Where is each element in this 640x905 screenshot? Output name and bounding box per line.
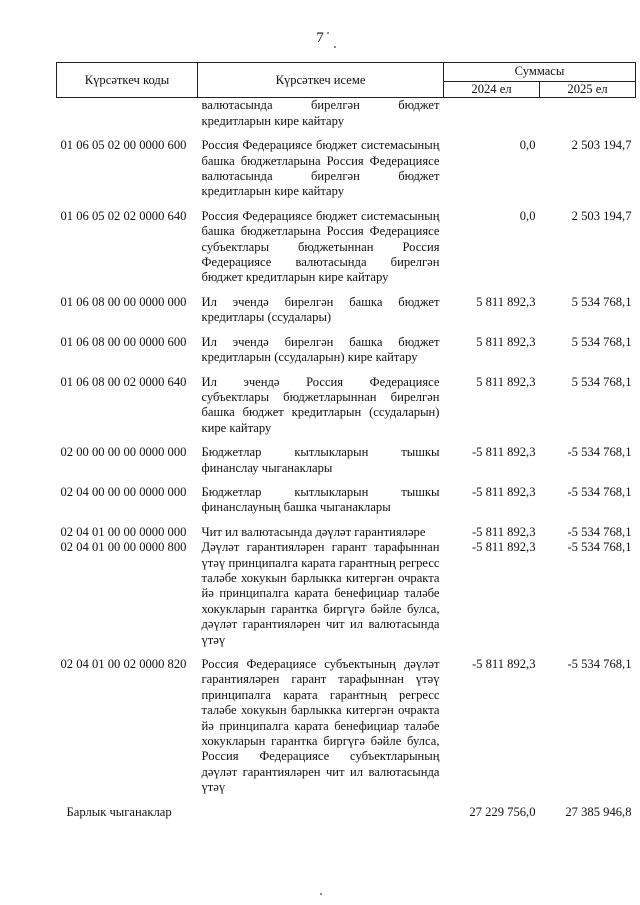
row-value-2024: -5 811 892,3 (471, 657, 536, 671)
total-label: Барлык чыганаклар (66, 804, 172, 819)
header-code: Күрсәткеч коды (57, 63, 198, 98)
header-name: Күрсәткеч исеме (198, 63, 444, 98)
total-value-2025: 27 385 946,8 (565, 804, 632, 819)
row-value-2024: -5 811 892,3 (471, 540, 536, 555)
row-name: Россия Федерациясе бюджет системасының башка бюджетларына Россия Федерациясе субъектлары бюджетыннан Россия Федерациясе валютасында бирелгән бюджет кредитларын кире кайтару (201, 208, 440, 285)
row-code: 01 06 05 02 02 0000 640 (60, 208, 187, 223)
row-name: Ил эчендә бирелгән башка бюджет кредитлары (ссудалары) (201, 294, 440, 325)
row-value-2024: 5 811 892,3 (476, 334, 536, 349)
table-row (57, 436, 636, 476)
row-name: Ил эчендә Россия Федерациясе субъектлары бюджетларыннан бирелгән башка бюджет кредитларын (ссудаларын) кире кайтару (201, 374, 440, 435)
row-code: 02 04 00 00 00 0000 000 (60, 484, 187, 499)
table-row (57, 326, 636, 366)
table-row (57, 648, 636, 796)
row-value-2024: -5 811 892,3 (471, 445, 536, 460)
total-row (57, 796, 636, 820)
row-value-2025: 5 534 768,1 (571, 294, 632, 309)
row-code: 01 06 08 00 00 0000 000 (60, 294, 187, 309)
row-value-2024: 5 811 892,3 (476, 374, 536, 389)
row-name: Дәүләт гарантияләрен гарант тарафыннан үтәү принципалга карата гарантның регресс таләбе хокукын барлыкка китергән очракта йә принципалга карата бенефициар таләбе хокукларын гарантка биргүгә бәйле булса, дәүләт гарантияләрен чит ил валютасында үтәү (201, 540, 440, 647)
table-row (57, 366, 636, 437)
row-value-2025: -5 534 768,1 (567, 524, 632, 539)
row-code: 01 06 05 02 00 0000 600 (60, 138, 187, 153)
page-number: 7 (316, 30, 324, 46)
row-name: Ил эчендә бирелгән башка бюджет кредитларын (ссудаларын) кире кайтару (201, 334, 440, 365)
header-year-2024: 2024 ел (444, 82, 540, 98)
table-row (57, 516, 636, 540)
row-value-2024: 0,0 (519, 208, 536, 223)
row-value-2024: -5 811 892,3 (471, 524, 536, 539)
row-name: валютасында бирелгән бюджет кредитларын кире кайтару (201, 98, 440, 128)
table-row (57, 476, 636, 516)
header-year-2025: 2025 ел (540, 82, 636, 98)
table-row (57, 540, 636, 648)
row-code: 02 04 01 00 00 0000 800 (60, 540, 187, 555)
row-code (57, 98, 198, 129)
row-value-2024: 0,0 (519, 138, 536, 153)
row-value-2025: 2 503 194,7 (571, 208, 632, 223)
row-value-2025: -5 534 768,1 (567, 445, 632, 460)
row-value-2025: 5 534 768,1 (571, 334, 632, 349)
header-sum: Суммасы (444, 63, 636, 82)
row-code: 02 04 01 00 00 0000 000 (60, 524, 187, 539)
row-name: Чит ил валютасында дәүләт гарантияләре (201, 524, 426, 539)
row-code: 02 00 00 00 00 0000 000 (60, 445, 187, 460)
row-name: Бюджетлар кытлыкларын тышкы финанслау чыганаклары (201, 445, 440, 475)
row-code: 02 04 01 00 02 0000 820 (60, 657, 187, 671)
row-value-2025: 2 503 194,7 (571, 138, 632, 153)
row-value-2025: -5 534 768,1 (567, 540, 632, 555)
row-value-2025 (540, 98, 636, 129)
row-value-2025: -5 534 768,1 (567, 484, 632, 499)
row-name: Россия Федерациясе субъектының дәүләт гарантияләрен гарант тарафыннан үтәү принципалга карата гарантның регресс таләбе хокукын барлыкка китергән очракта йә принципалга карата бенефициар таләбе хокукларын гарантка биргүгә бәйле булса, Россия Федерациясе субъектларының дәүләт гарантияләрен чит ил валютасында үтәү (201, 657, 440, 795)
row-value-2025: -5 534 768,1 (567, 657, 632, 671)
row-value-2024 (444, 98, 540, 129)
table-row (57, 200, 636, 286)
row-value-2024: -5 811 892,3 (471, 484, 536, 499)
row-code: 01 06 08 00 02 0000 640 (60, 374, 187, 389)
row-value-2025: 5 534 768,1 (571, 374, 632, 389)
row-name: Бюджетлар кытлыкларын тышкы финанслауның башка чыганаклары (201, 484, 440, 515)
row-code: 01 06 08 00 00 0000 600 (60, 334, 187, 349)
row-name: Россия Федерациясе бюджет системасының башка бюджетларына Россия Федерациясе валютасында бирелгән бюджет кредитларын кире кайтару (201, 138, 440, 199)
table-header (57, 63, 636, 98)
total-value-2024: 27 229 756,0 (469, 804, 536, 819)
budget-sources-table (56, 62, 636, 820)
row-value-2024: 5 811 892,3 (476, 294, 536, 309)
table-row (57, 286, 636, 326)
table-row (57, 98, 636, 129)
table-row (57, 129, 636, 200)
